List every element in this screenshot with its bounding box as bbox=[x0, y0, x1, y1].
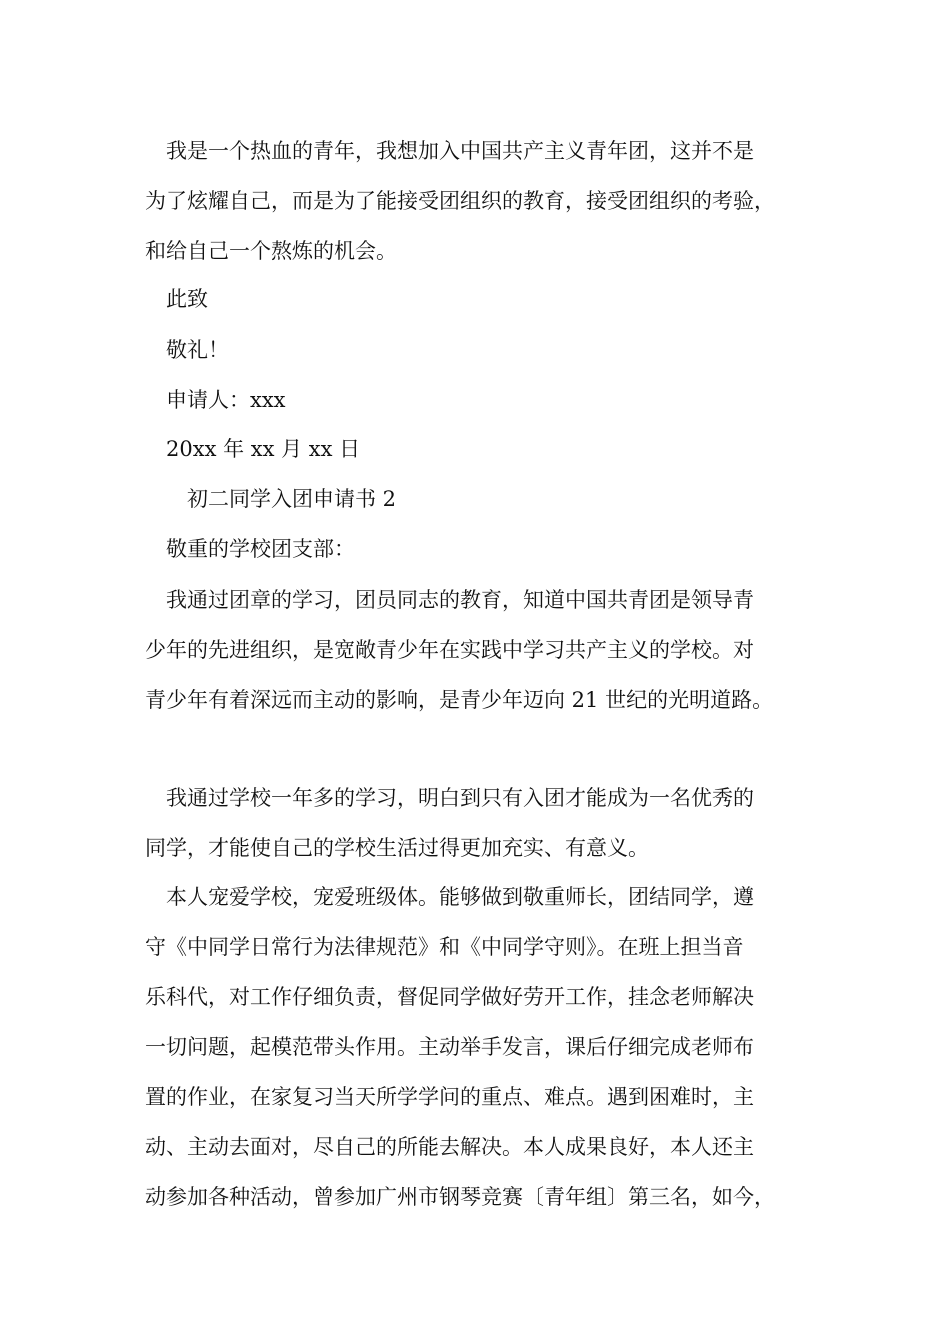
text-line: 和给自己一个熬炼的机会。 bbox=[145, 239, 397, 263]
text-line: 乐科代，对工作仔细负责，督促同学做好劳开工作，挂念老师解决 bbox=[145, 985, 754, 1009]
paragraph-self-description bbox=[145, 872, 835, 1222]
text-line: 一切问题，起模范带头作用。主动举手发言，课后仔细完成老师布 bbox=[145, 1035, 754, 1059]
text-line: 我通过学校一年多的学习，明白到只有入团才能成为一名优秀的 bbox=[145, 786, 754, 810]
paragraph-understanding bbox=[145, 575, 835, 725]
section-title: 初二同学入团申请书 2 bbox=[145, 487, 397, 511]
text-line: 为了炫耀自己，而是为了能接受团组织的教育，接受团组织的考验， bbox=[145, 189, 775, 213]
text-line: 青少年有着深远而主动的影响，是青少年迈向 21 世纪的光明道路。 bbox=[145, 688, 774, 712]
letter-greeting: 敬重的学校团支部： bbox=[145, 537, 355, 561]
text-line: 置的作业，在家复习当天所学学问的重点、难点。遇到困难时，主 bbox=[145, 1085, 754, 1109]
text-line: 动参加各种活动，曾参加广州市钢琴竞赛〔青年组〕第三名，如今， bbox=[145, 1185, 775, 1209]
text-line: 同学，才能使自己的学校生活过得更加充实、有意义。 bbox=[145, 836, 649, 860]
text-line: 动、主动去面对，尽自己的所能去解决。本人成果良好，本人还主 bbox=[145, 1135, 754, 1159]
closing-regards: 敬礼！ bbox=[145, 338, 229, 362]
text-line: 本人宠爱学校，宠爱班级体。能够做到敬重师长，团结同学，遵 bbox=[145, 885, 754, 909]
closing-salutation: 此致 bbox=[145, 287, 208, 311]
text-line: 少年的先进组织，是宽敞青少年在实践中学习共产主义的学校。对 bbox=[145, 638, 754, 662]
text-line: 守《中同学日常行为法律规范》和《中同学守则》。在班上担当音 bbox=[145, 935, 744, 959]
application-date: 20xx 年 xx 月 xx 日 bbox=[145, 437, 361, 461]
applicant-signature: 申请人：xxx bbox=[145, 388, 286, 412]
text-line: 我是一个热血的青年，我想加入中国共产主义青年团，这并不是 bbox=[145, 139, 754, 163]
paragraph-motivation bbox=[145, 126, 835, 276]
text-line: 我通过团章的学习，团员同志的教育，知道中国共青团是领导青 bbox=[145, 588, 754, 612]
paragraph-learning bbox=[145, 773, 835, 873]
